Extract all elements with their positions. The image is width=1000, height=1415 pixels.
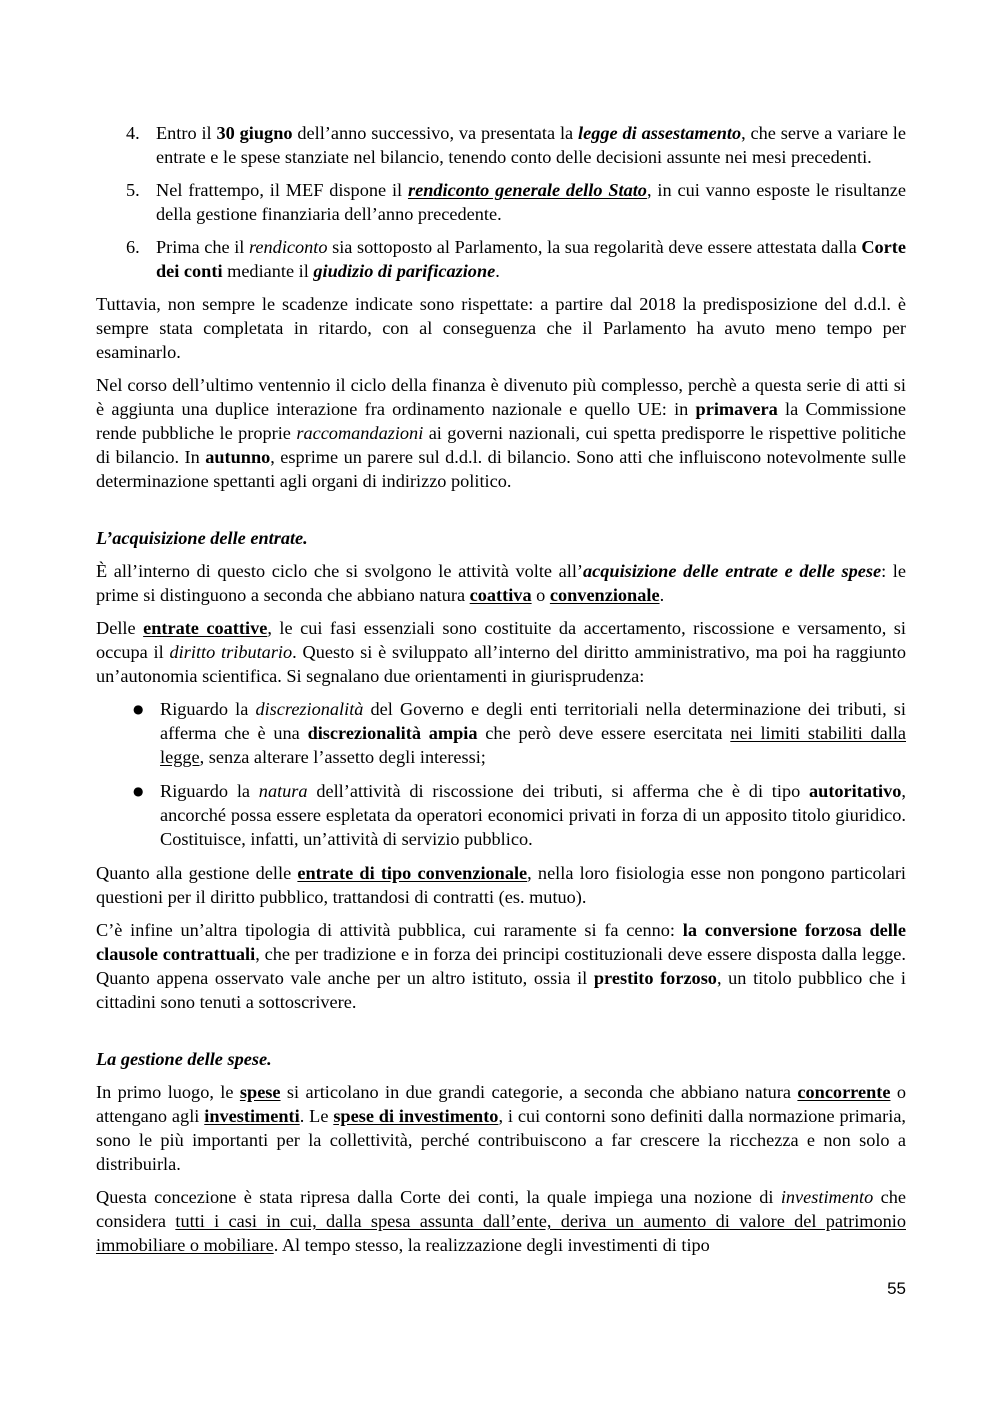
numbered-list: [96, 121, 906, 283]
text: si articolano in due grandi categorie, a seconda che abbiano natura: [280, 1082, 798, 1102]
page-content: [96, 121, 906, 1266]
text: . Questo si è sviluppato all’interno del diritto amministrativo, ma poi ha raggiunto un’autonomia scientifica. Si segnalano due orientamenti in giurisprudenza:: [96, 642, 906, 686]
italic-text: investimento: [780, 1187, 874, 1207]
text: Nel frattempo, il MEF dispone il: [156, 180, 408, 200]
text: la Commissione rende pubbliche le proprie: [96, 399, 907, 443]
text: , le cui fasi essenziali sono costituite da accertamento, riscossione e versamento, si occupa il: [96, 618, 906, 662]
text: . Le: [299, 1106, 334, 1126]
text: , un titolo pubblico che i cittadini sono tenuti a sottoscrivere.: [96, 968, 906, 1012]
bold-italic-text: legge di assestamento: [578, 123, 742, 143]
text: ai governi nazionali, cui spetta predisporre le rispettive politiche di bilancio. In: [96, 423, 907, 467]
bold-text: la conversione forzosa delle clausole contrattuali: [96, 920, 906, 964]
bold-underlined-text: convenzionale: [549, 585, 660, 605]
italic-text: raccomandazioni: [296, 423, 424, 443]
text: o: [531, 585, 550, 605]
italic-text: rendiconto: [248, 237, 328, 257]
text: dell’anno successivo, va presentata la: [292, 123, 579, 143]
italic-text: discrezionalità: [255, 699, 364, 719]
text: .: [659, 585, 665, 605]
paragraph: [96, 616, 906, 688]
bold-underlined-text: concorrente: [797, 1082, 891, 1102]
bold-underlined-text: coattiva: [469, 585, 532, 605]
bold-underlined-text: spese: [239, 1082, 281, 1102]
text: , che serve a variare le entrate e le spese stanziate nel bilancio, tenendo conto delle decisioni assunte nei mesi precedenti.: [156, 123, 906, 167]
list-number: 5.: [126, 180, 140, 200]
bold-italic-text: acquisizione delle entrate e delle spese: [583, 561, 882, 581]
bold-text: autunno: [205, 447, 271, 467]
underlined-text: tutti i casi in cui, dalla spesa assunta dall’ente, deriva un aumento di valore del patrimonio immobiliare o mobiliare: [96, 1211, 906, 1255]
bold-underlined-text: investimenti: [204, 1106, 300, 1126]
paragraph: [96, 861, 906, 909]
text: dell’attività di riscossione dei tributi, si afferma che è di tipo: [307, 781, 810, 801]
paragraph: Tuttavia, non sempre le scadenze indicate sono rispettate: a partire dal 2018 la predisposizione del d.d.l. è sempre stata completata in ritardo, con al conseguenza che il Parlamento ha avuto meno tempo per esaminarlo.: [96, 294, 906, 362]
text: , ancorché possa essere espletata da operatori economici privati in forza di un apposito titolo giuridico. Costituisce, infatti, un’attività di servizio pubblico.: [160, 781, 906, 849]
italic-text: natura: [258, 781, 308, 801]
text: , in cui vanno esposte le risultanze della gestione finanziaria dell’anno precedente.: [156, 180, 906, 224]
text: Prima che il: [156, 237, 249, 257]
bold-text: primavera: [695, 399, 778, 419]
text: del Governo e degli enti territoriali nella determinazione dei tributi, si afferma che è una: [160, 699, 907, 743]
text: Quanto alla gestione delle: [96, 863, 298, 883]
text: sia sottoposto al Parlamento, la sua regolarità deve essere attestata dalla: [327, 237, 862, 257]
bold-underlined-text: entrate di tipo convenzionale: [297, 863, 528, 883]
bullet-list: [96, 697, 906, 851]
text: mediante il: [222, 261, 314, 281]
list-item: [96, 779, 906, 851]
list-number: 6.: [126, 237, 140, 257]
text: , nella loro fisiologia esse non pongono particolari questioni per il diritto pubblico, trattandosi di contratti (es. mutuo).: [96, 863, 907, 907]
text: , senza alterare l’assetto degli interessi;: [199, 747, 486, 767]
text: Nel corso dell’ultimo ventennio il ciclo della finanza è divenuto più complesso, perchè a questa serie di atti si è aggiunta una duplice interazione fra ordinamento nazionale e quello UE: in: [96, 375, 906, 419]
text: , esprime un parere sul d.d.l. di bilancio. Sono atti che influiscono notevolmente sulle determinazione spettanti agli organi di indirizzo politico.: [96, 447, 906, 491]
bullet-icon: ●: [133, 702, 144, 716]
bold-underlined-text: entrate coattive: [143, 618, 268, 638]
text: Delle: [96, 618, 144, 638]
bold-italic-text: giudizio di parificazione: [313, 261, 496, 281]
paragraph: [96, 918, 906, 1014]
list-item: [96, 235, 906, 283]
text: che considera: [96, 1187, 906, 1231]
section-heading: La gestione delle spese.: [96, 1049, 272, 1069]
text: , i cui contorni sono definiti dalla normazione primaria, sono le più importanti per la collettività, perché contribuiscono a far crescere la ricchezza e non solo a distribuirla.: [96, 1106, 906, 1174]
bullet-icon: ●: [133, 784, 144, 798]
underlined-text: nei limiti stabiliti dalla legge: [160, 723, 907, 767]
text: C’è infine un’altra tipologia di attività pubblica, cui raramente si fa cenno:: [96, 920, 683, 940]
bold-text: autoritativo: [809, 781, 902, 801]
text: Riguardo la: [160, 699, 256, 719]
section-heading: L’acquisizione delle entrate.: [96, 528, 308, 548]
page-number: 55: [887, 1279, 906, 1298]
italic-text: diritto tributario: [169, 642, 293, 662]
text: che però deve essere esercitata: [477, 723, 731, 743]
list-item: [96, 697, 906, 769]
paragraph: [96, 1080, 906, 1176]
text: Entro il: [156, 123, 217, 143]
text: Questa concezione è stata ripresa dalla Corte dei conti, la quale impiega una nozione di: [96, 1187, 781, 1207]
text: . Al tempo stesso, la realizzazione degli investimenti di tipo: [273, 1235, 710, 1255]
bold-text: 30 giugno: [216, 123, 293, 143]
paragraph: [96, 559, 906, 607]
text: Riguardo la: [160, 781, 259, 801]
text: : le prime si distinguono a seconda che abbiano natura: [96, 561, 906, 605]
text: .: [495, 261, 500, 281]
list-item: [96, 121, 906, 169]
text: o attengano agli: [96, 1082, 906, 1126]
text: , che per tradizione e in forza dei principi costituzionali deve essere disposta dalla legge. Quanto appena osservato vale anche per un altro istituto, ossia il: [96, 944, 906, 988]
text: È all’interno di questo ciclo che si svolgono le attività volte all’: [96, 561, 584, 581]
bold-underlined-text: spese di investimento: [333, 1106, 499, 1126]
paragraph: [96, 373, 906, 493]
list-item: [96, 178, 906, 226]
bold-text: prestito forzoso: [593, 968, 717, 988]
list-number: 4.: [126, 123, 140, 143]
text: In primo luogo, le: [96, 1082, 240, 1102]
bold-italic-underlined-text: rendiconto generale dello Stato: [407, 180, 647, 200]
paragraph: [96, 1185, 906, 1257]
bold-text: discrezionalità ampia: [307, 723, 478, 743]
bold-text: Corte dei conti: [156, 237, 906, 281]
